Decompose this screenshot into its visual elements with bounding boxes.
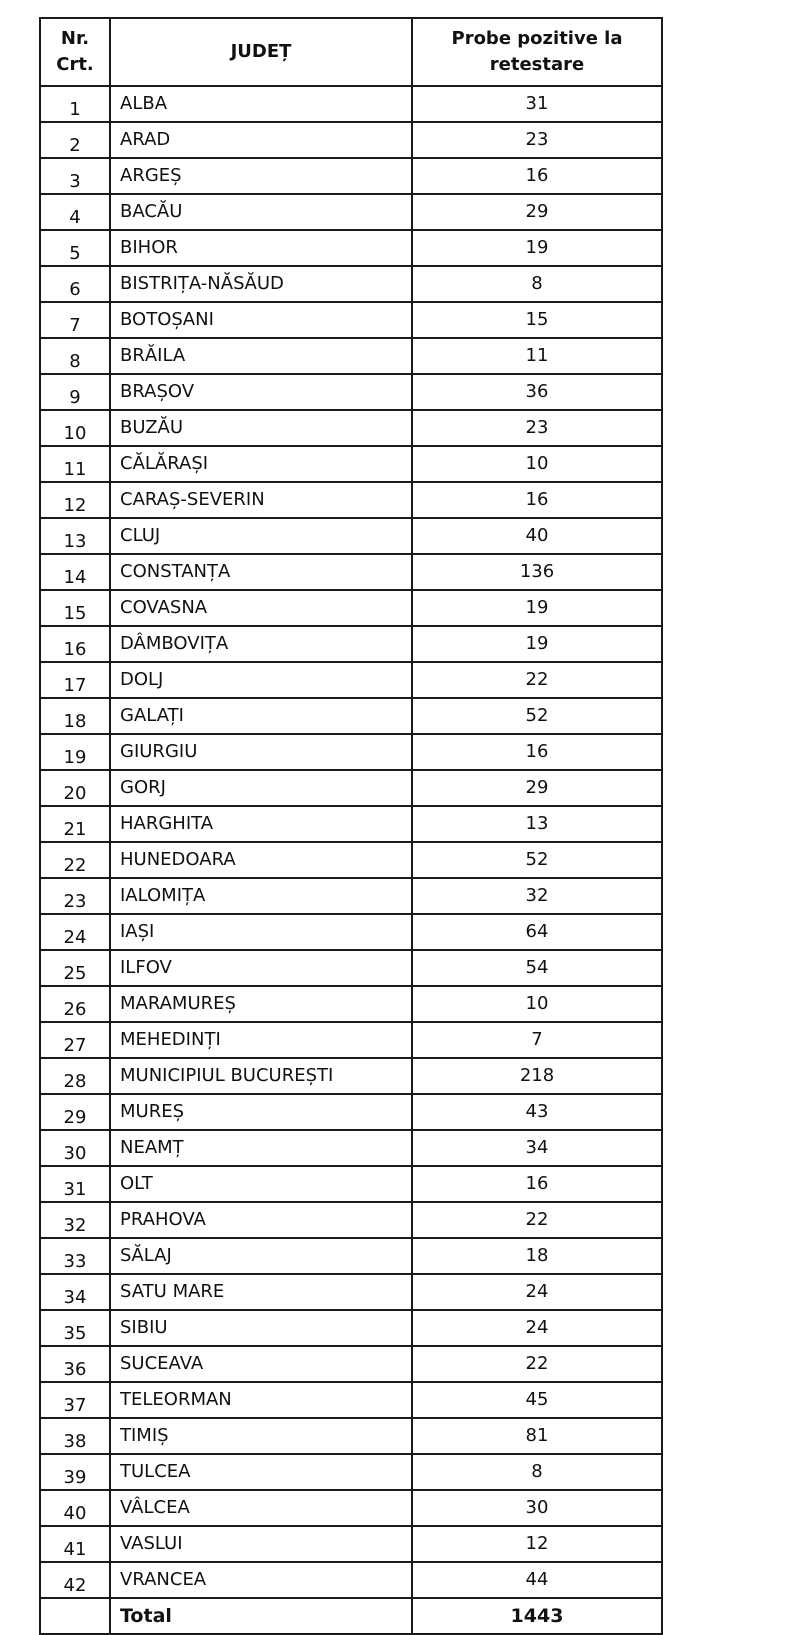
table-row — [40, 1238, 662, 1274]
county-name: ARAD — [110, 122, 412, 158]
county-name: PRAHOVA — [110, 1202, 412, 1238]
positive-samples-value: 64 — [412, 914, 662, 950]
positive-samples-value: 30 — [412, 1490, 662, 1526]
row-number: 39 — [40, 1454, 110, 1490]
county-name: ARGEȘ — [110, 158, 412, 194]
table-row — [40, 1130, 662, 1166]
total-value: 1443 — [412, 1598, 662, 1634]
positive-samples-value: 19 — [412, 626, 662, 662]
positive-samples-value: 24 — [412, 1310, 662, 1346]
positive-samples-value: 45 — [412, 1382, 662, 1418]
county-name: BISTRIȚA-NĂSĂUD — [110, 266, 412, 302]
table-row — [40, 1058, 662, 1094]
table-row — [40, 338, 662, 374]
county-name: VÂLCEA — [110, 1490, 412, 1526]
row-number: 7 — [40, 302, 110, 338]
table-row — [40, 1022, 662, 1058]
table-row — [40, 626, 662, 662]
county-name: SATU MARE — [110, 1274, 412, 1310]
row-number: 19 — [40, 734, 110, 770]
table-row — [40, 446, 662, 482]
row-number: 25 — [40, 950, 110, 986]
table-row — [40, 842, 662, 878]
positive-samples-value: 24 — [412, 1274, 662, 1310]
row-number: 10 — [40, 410, 110, 446]
row-number: 37 — [40, 1382, 110, 1418]
positive-samples-value: 23 — [412, 122, 662, 158]
positive-samples-value: 43 — [412, 1094, 662, 1130]
table-row — [40, 986, 662, 1022]
county-name: CONSTANȚA — [110, 554, 412, 590]
positive-samples-value: 34 — [412, 1130, 662, 1166]
positive-samples-value: 10 — [412, 986, 662, 1022]
positive-samples-value: 10 — [412, 446, 662, 482]
positive-samples-value: 23 — [412, 410, 662, 446]
row-number: 23 — [40, 878, 110, 914]
county-name: IALOMIȚA — [110, 878, 412, 914]
county-name: MEHEDINȚI — [110, 1022, 412, 1058]
positive-samples-value: 54 — [412, 950, 662, 986]
table-row — [40, 158, 662, 194]
row-number: 35 — [40, 1310, 110, 1346]
county-name: MARAMUREȘ — [110, 986, 412, 1022]
county-name: SIBIU — [110, 1310, 412, 1346]
row-number: 42 — [40, 1562, 110, 1598]
table-row — [40, 302, 662, 338]
positive-samples-value: 52 — [412, 842, 662, 878]
positive-samples-value: 16 — [412, 158, 662, 194]
row-number: 28 — [40, 1058, 110, 1094]
table-header — [40, 18, 662, 86]
positive-samples-value: 22 — [412, 1346, 662, 1382]
table-row — [40, 518, 662, 554]
row-number: 3 — [40, 158, 110, 194]
table-body — [40, 86, 662, 1598]
positive-samples-value: 29 — [412, 770, 662, 806]
table-row — [40, 914, 662, 950]
positive-samples-value: 36 — [412, 374, 662, 410]
row-number: 5 — [40, 230, 110, 266]
table-row — [40, 1382, 662, 1418]
table-row — [40, 1274, 662, 1310]
row-number: 27 — [40, 1022, 110, 1058]
row-number: 6 — [40, 266, 110, 302]
table-row — [40, 770, 662, 806]
positive-samples-value: 40 — [412, 518, 662, 554]
positive-samples-value: 16 — [412, 1166, 662, 1202]
county-name: ALBA — [110, 86, 412, 122]
positive-samples-value: 15 — [412, 302, 662, 338]
positive-samples-value: 13 — [412, 806, 662, 842]
table-row — [40, 554, 662, 590]
county-name: VASLUI — [110, 1526, 412, 1562]
positive-samples-value: 16 — [412, 482, 662, 518]
county-name: BRAȘOV — [110, 374, 412, 410]
row-number: 24 — [40, 914, 110, 950]
county-name: GALAȚI — [110, 698, 412, 734]
county-name: DÂMBOVIȚA — [110, 626, 412, 662]
county-name: HUNEDOARA — [110, 842, 412, 878]
county-name: NEAMȚ — [110, 1130, 412, 1166]
table-row — [40, 878, 662, 914]
row-number: 16 — [40, 626, 110, 662]
positive-samples-value: 19 — [412, 230, 662, 266]
county-name: SUCEAVA — [110, 1346, 412, 1382]
county-name: SĂLAJ — [110, 1238, 412, 1274]
table-row — [40, 1094, 662, 1130]
row-number: 36 — [40, 1346, 110, 1382]
row-number: 11 — [40, 446, 110, 482]
county-name: CLUJ — [110, 518, 412, 554]
table-row — [40, 950, 662, 986]
table-row — [40, 1418, 662, 1454]
table-row — [40, 194, 662, 230]
county-name: BIHOR — [110, 230, 412, 266]
row-number: 41 — [40, 1526, 110, 1562]
county-name: OLT — [110, 1166, 412, 1202]
row-number: 31 — [40, 1166, 110, 1202]
positive-samples-value: 22 — [412, 662, 662, 698]
table-row — [40, 86, 662, 122]
table-row — [40, 1454, 662, 1490]
table-row — [40, 1562, 662, 1598]
positive-samples-value: 8 — [412, 266, 662, 302]
row-number: 38 — [40, 1418, 110, 1454]
row-number: 2 — [40, 122, 110, 158]
table-row — [40, 1490, 662, 1526]
positive-samples-value: 8 — [412, 1454, 662, 1490]
county-name: GORJ — [110, 770, 412, 806]
positive-samples-value: 31 — [412, 86, 662, 122]
county-name: MUREȘ — [110, 1094, 412, 1130]
positive-samples-value: 52 — [412, 698, 662, 734]
row-number: 30 — [40, 1130, 110, 1166]
positive-samples-value: 18 — [412, 1238, 662, 1274]
row-number: 26 — [40, 986, 110, 1022]
table-row — [40, 230, 662, 266]
county-name: BRĂILA — [110, 338, 412, 374]
row-number: 13 — [40, 518, 110, 554]
header-judet: JUDEȚ — [110, 18, 412, 86]
county-name: BUZĂU — [110, 410, 412, 446]
total-label: Total — [110, 1598, 412, 1634]
table-row — [40, 662, 662, 698]
positive-samples-value: 11 — [412, 338, 662, 374]
county-name: HARGHITA — [110, 806, 412, 842]
table-row — [40, 482, 662, 518]
table-row — [40, 698, 662, 734]
row-number: 34 — [40, 1274, 110, 1310]
county-name: IAȘI — [110, 914, 412, 950]
county-name: BACĂU — [110, 194, 412, 230]
table-row — [40, 410, 662, 446]
positive-samples-value: 32 — [412, 878, 662, 914]
row-number: 40 — [40, 1490, 110, 1526]
header-row — [40, 18, 662, 86]
row-number: 33 — [40, 1238, 110, 1274]
table-row — [40, 1202, 662, 1238]
table-row — [40, 266, 662, 302]
row-number: 8 — [40, 338, 110, 374]
table-row — [40, 1166, 662, 1202]
row-number: 1 — [40, 86, 110, 122]
county-name: COVASNA — [110, 590, 412, 626]
county-name: VRANCEA — [110, 1562, 412, 1598]
county-name: TULCEA — [110, 1454, 412, 1490]
county-name: TIMIȘ — [110, 1418, 412, 1454]
county-name: ILFOV — [110, 950, 412, 986]
row-number: 22 — [40, 842, 110, 878]
row-number: 12 — [40, 482, 110, 518]
row-number: 18 — [40, 698, 110, 734]
county-name: GIURGIU — [110, 734, 412, 770]
positive-samples-value: 218 — [412, 1058, 662, 1094]
positive-samples-value: 29 — [412, 194, 662, 230]
row-number: 4 — [40, 194, 110, 230]
table-row — [40, 806, 662, 842]
positive-samples-value: 81 — [412, 1418, 662, 1454]
table-row — [40, 1526, 662, 1562]
table-row — [40, 734, 662, 770]
county-name: MUNICIPIUL BUCUREȘTI — [110, 1058, 412, 1094]
row-number: 32 — [40, 1202, 110, 1238]
row-number: 15 — [40, 590, 110, 626]
positive-samples-value: 19 — [412, 590, 662, 626]
positive-samples-value: 44 — [412, 1562, 662, 1598]
county-name: BOTOȘANI — [110, 302, 412, 338]
row-number: 20 — [40, 770, 110, 806]
header-nr-crt: Nr. Crt. — [40, 18, 110, 86]
row-number: 14 — [40, 554, 110, 590]
positive-samples-value: 16 — [412, 734, 662, 770]
header-probe-pozitive: Probe pozitive la retestare — [412, 18, 662, 86]
county-name: CARAȘ-SEVERIN — [110, 482, 412, 518]
county-name: DOLJ — [110, 662, 412, 698]
row-number: 9 — [40, 374, 110, 410]
row-number: 29 — [40, 1094, 110, 1130]
positive-samples-value: 7 — [412, 1022, 662, 1058]
results-table — [39, 17, 663, 1635]
table-row — [40, 1310, 662, 1346]
county-name: CĂLĂRAȘI — [110, 446, 412, 482]
positive-samples-value: 22 — [412, 1202, 662, 1238]
positive-samples-value: 136 — [412, 554, 662, 590]
county-name: TELEORMAN — [110, 1382, 412, 1418]
positive-samples-value: 12 — [412, 1526, 662, 1562]
table-row — [40, 590, 662, 626]
row-number: 21 — [40, 806, 110, 842]
row-number: 17 — [40, 662, 110, 698]
table-row — [40, 374, 662, 410]
table-row — [40, 122, 662, 158]
table-row — [40, 1346, 662, 1382]
